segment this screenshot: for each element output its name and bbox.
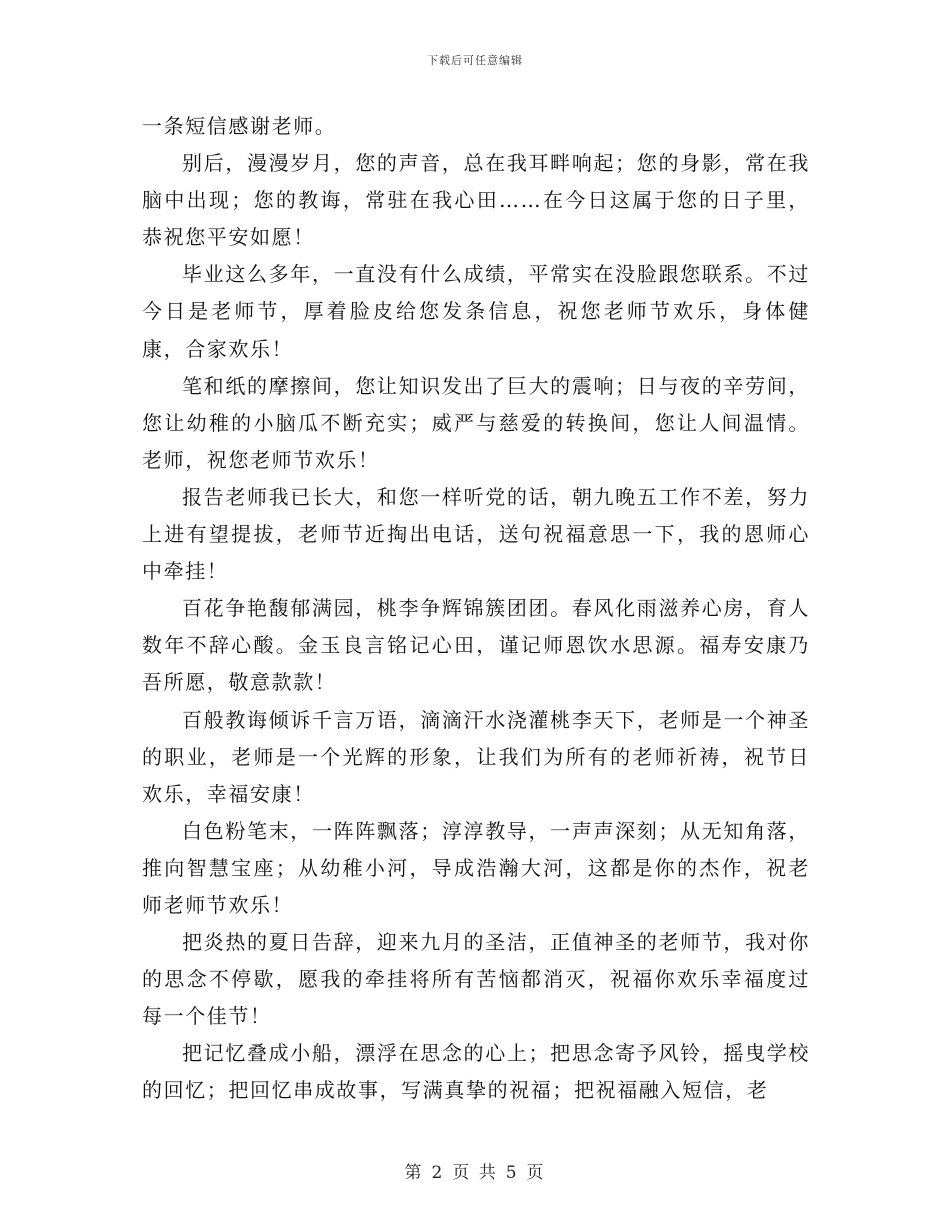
paragraph: 笔和纸的摩擦间，您让知识发出了巨大的震响；日与夜的辛劳间，您让幼稚的小脑瓜不断充实；威严与慈爱的转换间，您让人间温情。老师，祝您老师节欢乐！ — [142, 373, 810, 472]
paragraph: 百般教诲倾诉千言万语，滴滴汗水浇灌桃李天下，老师是一个神圣的职业，老师是一个光辉的形象，让我们为所有的老师祈祷，祝节日欢乐，幸福安康！ — [142, 707, 810, 806]
paragraph: 报告老师我已长大，和您一样听党的话，朝九晚五工作不差，努力上进有望提拔，老师节近掏出电话，送句祝福意思一下，我的恩师心中牵挂！ — [142, 484, 810, 584]
paragraph: 把记忆叠成小船，漂浮在思念的心上；把思念寄予风铃，摇曳学校的回忆；把回忆串成故事，写满真挚的祝福；把祝福融入短信，老 — [142, 1041, 810, 1103]
footer-middle: 页 共 — [452, 1163, 498, 1183]
footer-suffix: 页 — [526, 1163, 546, 1183]
paragraph: 白色粉笔末，一阵阵飘落；淳淳教导，一声声深刻；从无知角落，推向智慧宝座；从幼稚小河，导成浩瀚大河，这都是你的杰作，祝老师老师节欢乐！ — [142, 818, 810, 917]
paragraph: 别后，漫漫岁月，您的声音，总在我耳畔响起；您的身影，常在我脑中出现；您的教诲，常驻在我心田……在今日这属于您的日子里，恭祝您平安如愿！ — [142, 151, 810, 250]
paragraph: 毕业这么多年，一直没有什么成绩，平常实在没脸跟您联系。不过今日是老师节，厚着脸皮给您发条信息，祝您老师节欢乐，身体健康，合家欢乐！ — [142, 262, 810, 361]
total-pages-number: 5 — [505, 1163, 519, 1183]
paragraph: 百花争艳馥郁满园，桃李争辉锦簇团团。春风化雨滋养心房，育人数年不辞心酸。金玉良言铭记心田，谨记师恩饮水思源。福寿安康乃吾所愿，敬意款款！ — [142, 596, 810, 695]
page-header: 下载后可任意编辑 — [427, 54, 523, 67]
paragraph: 把炎热的夏日告辞，迎来九月的圣洁，正值神圣的老师节，我对你的思念不停歇，愿我的牵挂将所有苦恼都消灭，祝福你欢乐幸福度过每一个佳节！ — [142, 930, 810, 1029]
footer-prefix: 第 — [404, 1163, 424, 1183]
page-footer — [0, 1158, 950, 1183]
current-page-number: 2 — [431, 1163, 445, 1183]
paragraph: 一条短信感谢老师。 — [142, 114, 337, 138]
document-body — [142, 108, 810, 1110]
